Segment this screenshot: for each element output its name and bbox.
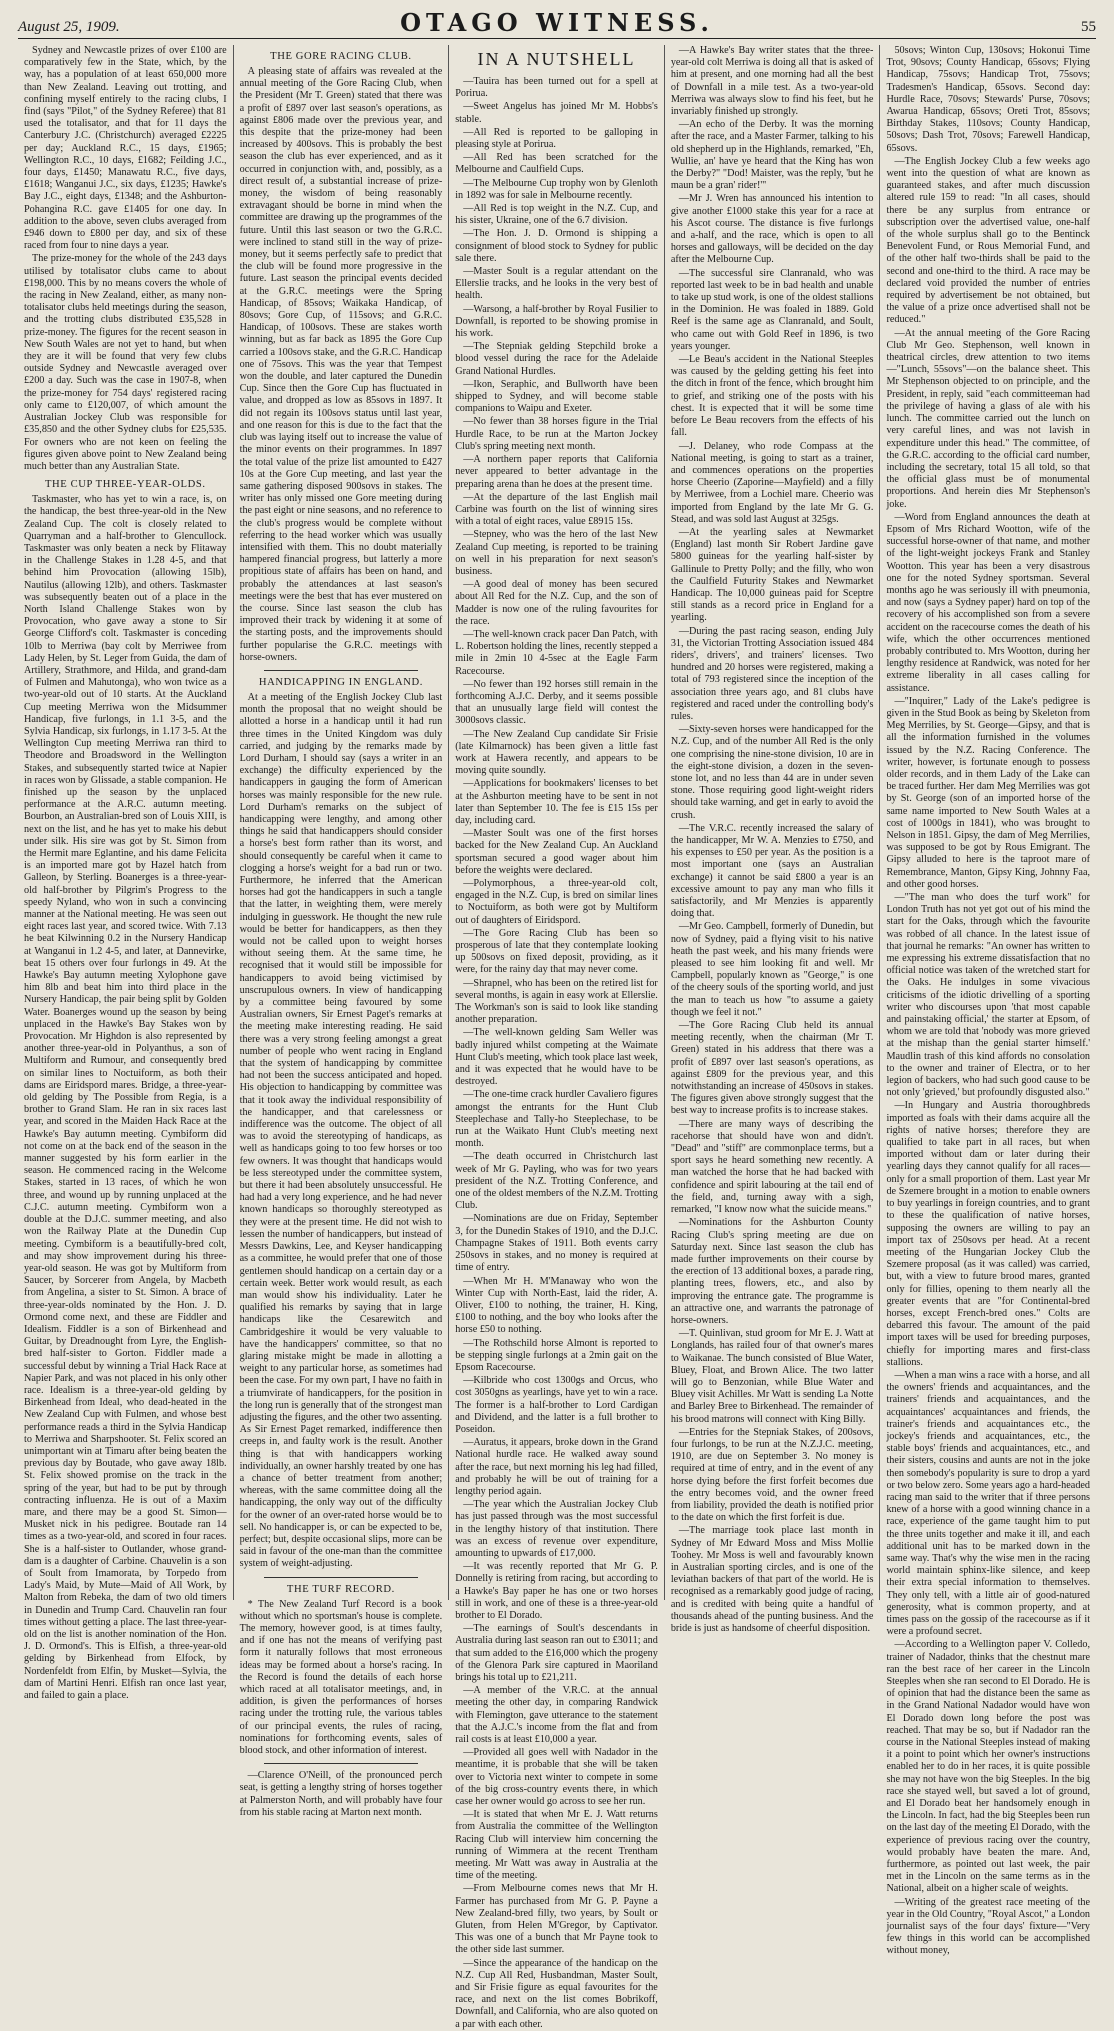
paragraph: —Warsong, a half-brother by Royal Fusilier to Downfall, is reported to be showing promise in his work. bbox=[455, 303, 658, 340]
paragraph: —Master Soult was one of the first horses backed for the New Zealand Cup. An Auckland sportsman secured a good wager about him before the weights were declared. bbox=[455, 828, 658, 876]
paragraph: —At the departure of the last English mail Carbine was fourth on the list of winning sires with a total of eight races, value £8915 15s. bbox=[455, 491, 658, 528]
paragraph: —There are many ways of describing the racehorse that should have won and didn't. "Dead" and "stiff" are commonplace terms, but a sport says he heard something new recently. A man watched the horse that he had backed with confidence and spirit labouring at the tail end of the field, and, turning away with a sigh, remarked, "I know now what the suicide means." bbox=[670, 1118, 874, 1216]
section-heading-cup-three-year-olds: THE CUP THREE-YEAR-OLDS. bbox=[44, 479, 206, 491]
paragraph-clarence-oneill bbox=[240, 1770, 443, 1819]
paragraph: Taskmaster, who has yet to win a race, is, on the handicap, the best three-year-old in the New Zealand Cup. The colt is closely related to Quarryman and a half-brother to Glencullock. Taskmaster was only beaten a neck by Flitaway in the Challenge Stakes in 1.28 4-5, and that behind him Provocation (allowing 15lb), Nautilus (allowing 12lb), and others. Taskmaster was subsequently beaten out of a place in the North Island Challenge Stakes won by Provocation, who gave away a stone to Sir George Clifford's colt. Taskmaster is conceding 10lb to Merriwa (bay colt by Merriwee from Lady Helen, by St. Leger from Guida, the dam of Artillery, Strathmore, and Hilda, and grand-dam of Fulmen and Mahutonga), who won twice as a two-year-old out of 10 starts. At the Auckland Cup meeting Merriwa won the Midsummer Handicap, five furlongs, in 1.1 3-5, and the Sylvia Handicap, six furlongs, in 1.17 3-5. At the Wellington Cup meeting Merriwa ran third to Theodore and Broadsword in the Wellington Stakes, and subsequently started twice at Napier in races won by Glissade, a stable companion. He finished up the season by the unplaced performance at the A.R.C. autumn meeting. Bourbon, an Australian-bred son of Louis XIII, is next on the list, and he has yet to make his debut under silk. His sire was got by St. Simon from the Hermit mare Eglantine, and his dame Felicita is an imported mare got by Hazel hatch from Galleon, by Sterling. Boanerges is a three-year-old half-brother by Pilgrim's Progress to the speedy Nyland, who won in such a convincing manner at the National meeting. He was seen out eight races last year, and scored twice. With 7.13 he beat Kilwinning 0.2 in the Nursery Handicap at Wanganui in 1.2 4-5, and later, at Dannevirke, beat 15 others over four furlongs in 49. At the Hawke's Bay autumn meeting Xylophone gave him 8lb and beat him into third place in the Nursery Handicap, the pair being split by Golden Water. Boanerges wound up the season by being unplaced in the Hawke's Bay Stakes won by Provocation. Mr Highdon is also represented by another three-year-old in Polyanthus, a son of Multiform and Rumour, and consequently bred on similar lines to Noctuiform, as both their dams are Eiridspord mares. Bridge, a three-year-old gelding by The Possible from Regia, is a brother to Grand Slam. He ran in six races last year, and scored in the Maiden Hack Race at the Hawke's Bay autumn meeting. Cymbiform did not come on at the back end of the season in the manner suggested by his form earlier in the season. He commenced racing in the Welcome Stakes, started in 13 races, of which he won three, and wound up by running unplaced at the C.J.C. autumn meeting. Cymbiform won a double at the D.J.C. summer meeting, and also won the Railway Plate at the Dunedin Cup meeting. Cymbiform is a beautifully-bred colt, and may show improvement during his three-year-old season. He was got by Multiform from Saucer, by Sorcerer from Angela, by Macbeth from Angelina, a sister to St. Simon. A brace of three-year-olds nominated by the Hon. J. D. Ormond come next, and these are Fiddler and Idealism. Fiddler is a son of Birkenhead and Guitar, by Dreadnought from Lyre, the English-bred half-sister to Gorton. Fiddler made a successful debut by winning a Trial Hack Race at Napier Park, and was not placed in his only other race. Idealism is a three-year-old gelding by Birkenhead from Ideal, who dead-heated in the New Zealand Cup with Fulmen, and whose best performance reads a third in the Sylvia Handicap to Merriwa and Sharpshooter. St. Felix scored an unimportant win at Timaru after being beaten the previous day by Boutade, who gave away 18lb. St. Felix showed promise on the track in the spring of the year, but had to be put by through contracting influenza. He is out of a Maxim mare, and there may be a good St. Simon—Musket nick in his pedigree. Boutade ran 14 times as a two-year-old, and scored in four races. She is a half-sister to Outlander, whose grand-dam is a daughter of Carbine. Chauvelin is a son of Soult from Imamorata, by Torpedo from Lady's Maid, by Mute—Maid of All Work, by Malton from Rebeka, the dam of two old timers in Dunedin and Trump Card. Chauvelin ran four times without getting a place. The last three-year-old on the list is another nomination of the Hon. J. D. Ormond's. This is Elfish, a three-year-old gelding by Birkenhead from Elfock, by Nordenfeldt from Elfin, by Musket—Sylvia, the dam of Martini Henri. Elfish ran once last year, and failed to gain a place. bbox=[24, 494, 227, 1702]
paragraph: —Mr Geo. Campbell, formerly of Dunedin, but now of Sydney, paid a flying visit to his native heath the past week, and his many friends were pleased to see him looking fit and well. Mr Campbell, popularly known as "George," is one of the cheery souls of the sporting world, and just the man to teach us how "to assume a gaiety though we feel it not." bbox=[670, 921, 874, 1018]
paragraph: —No fewer than 38 horses figure in the Trial Hurdle Race, to be run at the Marton Jockey Club's spring meeting next month. bbox=[455, 416, 658, 452]
paragraph: —A good deal of money has been secured about All Red for the N.Z. Cup, and the son of Madder is now one of the ruling favourites for the race. bbox=[455, 579, 658, 627]
paragraph: —Stepney, who was the hero of the last New Zealand Cup meeting, is reported to be training on well in his preparation for next season's business. bbox=[455, 529, 658, 577]
paragraph: —When Mr H. M'Manaway who won the Winter Cup with North-East, laid the rider, A. Oliver, £100 to nothing, the trainer, H. King, £100 to nothing, and the boy who looks after the horse £50 to nothing. bbox=[455, 1275, 658, 1336]
paragraph: —Mr J. Wren has announced his intention to give another £1000 stake this year for a race at his Ascot course. The distance is five furlongs and a-half, and the race, which is open to all horses and galloways, will be decided on the day after the Melbourne Cup. bbox=[670, 193, 874, 266]
paragraph: 50sovs; Winton Cup, 130sovs; Hokonui Time Trot, 90sovs; County Handicap, 65sovs; Flying Handicap, 75sovs; Handicap Trot, 75sovs; Tradesmen's Handicap, 65sovs. Second day: Hurdle Race, 70sovs; Stewards' Purse, 70sovs; Awarua Handicap, 65sovs; Oreti Trot, 85sovs; Birthday Stakes, 110sovs; County Handicap, 50sovs; Dash Trot, 70sovs; Farewell Handicap, 65sovs. bbox=[886, 45, 1091, 154]
paragraph: —At the yearling sales at Newmarket (England) last month Sir Robert Jardine gave 5800 guineas for the yearling half-sister by Gallinule to Pretty Polly; and the filly, who won the Caulfield Futurity Stakes and Newmarket Handicap. The 10,000 guineas paid for Sceptre still stands as a record price in England for a yearling. bbox=[670, 526, 874, 624]
column-3 bbox=[449, 45, 665, 2030]
paragraph: —The successful sire Clanranald, who was reported last week to be in bad health and unable to take up stud work, is one of the oldest stallions in the Dominion. He was foaled in 1889. Gold Reef is the same age as Clanranald, and Soult, who came out with Gold Reef in 1896, is two years younger. bbox=[670, 267, 874, 352]
paragraph: —A member of the V.R.C. at the annual meeting the other day, in comparing Randwick with Flemington, gave utterance to the statement that the A.J.C.'s income from the flat and from rail costs is at least £10,000 a year. bbox=[455, 1685, 658, 1746]
paragraph: —The year which the Australian Jockey Club has just passed through was the most successful in the lengthy history of that institution. There was an excess of revenue over expenditure, amounting to upwards of £17,000. bbox=[455, 1499, 658, 1559]
paragraph: —Clarence O'Neill, of the pronounced perch seat, is getting a lengthy string of horses together at Palmerston North, and will probably have four from his stable racing at Marton next month. bbox=[239, 1770, 443, 1818]
paragraph: * The New Zealand Turf Record is a book without which no sportsman's house is complete. The memory, however good, is at times faulty, and if one has not the means of verifying past form it naturally follows that most erroneous ideas may be formed about a horse's racing. In the Record is found the details of each horse which raced at all totalisator meetings, and, in addition, is given the performances of horses racing under the trotting rule, the various tables of our principal events, the rules of racing, nominations for forthcoming events, sales of blood stock, and other information of interest. bbox=[239, 1598, 443, 1757]
paragraph: —The death occurred in Christchurch last week of Mr G. Payling, who was for two years president of the N.Z. Trotting Conference, and one of the oldest members of the N.Z.M. Trotting Club. bbox=[455, 1151, 658, 1212]
paragraph: —Le Beau's accident in the National Steeples was caused by the gelding getting his feet into the ditch in front of the fence, which brought him to grief, and striking one of the posts with his chest. It is expected that it will be some time before Le Beau recovers from the effects of his fall. bbox=[670, 354, 874, 439]
paragraph: —Sixty-seven horses were handicapped for the N.Z. Cup, and of the number All Red is the only one comprising the nine-stone division, 10 are in the eight-stone division, a dozen in the seven-stone lot, and no less than 44 are in under seven stone. Those requiring good light-weight riders should take warning, and get in early to avoid the crush. bbox=[670, 724, 874, 821]
section-divider bbox=[264, 670, 419, 671]
paragraph: —Writing of the greatest race meeting of the year in the Old Country, "Royal Ascot," a London journalist says of the four days' fixture—"Very few things in this world can be accomplished without money, bbox=[886, 1896, 1091, 1957]
paragraph: —It was recently reported that Mr G. P. Donnelly is retiring from racing, but according to a Hawke's Bay paper he has one or two horses still in work, and one of these is a three-year-old brother to El Dorado. bbox=[455, 1561, 658, 1621]
paragraph: —Auratus, it appears, broke down in the Grand National hurdle race. He walked away sound after the race, but next morning his leg had filled, and probably he will be out of training for a lengthy period again. bbox=[455, 1437, 658, 1497]
nutshell-items bbox=[455, 76, 658, 2031]
column-4 bbox=[665, 45, 881, 1634]
paragraph: —Shrapnel, who has been on the retired list for several months, is again in easy work at Ellerslie. The Workman's son is said to look like standing another preparation. bbox=[455, 977, 658, 1026]
paragraph: —The Gore Racing Club held its annual meeting recently, when the chairman (Mr T. Green) stated in his address that there was a profit of £897 over last season's operations, as against £809 for the previous year, and this notwithstanding an increase of 450sovs in stakes. The figures given above strongly suggest that the best way to increase profits is to increase stakes. bbox=[670, 1020, 874, 1117]
paragraph: —Applications for bookmakers' licenses to bet at the Ashburton meeting have to be sent in not later than September 10. The fee is £15 15s per day, including card. bbox=[455, 778, 658, 826]
paragraph: —During the past racing season, ending July 31, the Victorian Trotting Association issued 484 riders', drivers', and trainers' licenses. Two hundred and 20 horses were registered, making a total of 793 registered since the inception of the association three years ago, and 81 clubs have registered and raced under the controlling body's rules. bbox=[670, 625, 874, 722]
paragraph: —The V.R.C. recently increased the salary of the handicapper, Mr W. A. Menzies to £750, and his expenses to £50 per year. As the position is a most important one (says an Australian exchange) it cannot be said £800 a year is an excessive amount to pay any man who fills it satisfactorily, and Mr Menzies is apparently doing that. bbox=[670, 822, 874, 920]
paragraph: —No fewer than 192 horses still remain in the forthcoming A.J.C. Derby, and it seems possible that an unusually large field will contest the 3000sovs classic. bbox=[455, 678, 658, 727]
paragraph: —The Gore Racing Club has been so prosperous of late that they contemplate looking up 500sovs on fixed deposit, providing, as it were, for the rainy day that may never come. bbox=[455, 927, 658, 976]
section-heading-in-a-nutshell: IN A NUTSHELL bbox=[477, 49, 636, 69]
paragraph: —Master Soult is a regular attendant on the Ellerslie tracks, and he looks in the very best of health. bbox=[455, 266, 658, 302]
paragraph: —A northern paper reports that California never appeared to better advantage in the preparing arena than he does at the present time. bbox=[455, 454, 658, 490]
paragraph: —The well-known crack pacer Dan Patch, with L. Robertson holding the lines, recently stepped a mile in 2min 10 4-5sec at the Eagle Farm Racecourse. bbox=[455, 628, 658, 677]
paragraph: —Entries for the Stepniak Stakes, of 200sovs, four furlongs, to be run at the N.Z.J.C. meeting, 1910, are due on September 3. No money is required at time of entry, and in the event of any horse dying before the first forfeit becomes due the entry becomes void, and the owner freed from liability, provided the death is notified prior to the date on which the first forfeit is due. bbox=[670, 1426, 874, 1524]
paragraph: —Since the appearance of the handicap on the N.Z. Cup All Red, Husbandman, Master Soult, and Sir Frisie figure as equal favourites for the race, and next on the list comes Bobrikoff, Downfall, and California, who are also quoted on a par with each other. bbox=[455, 1957, 658, 2030]
paragraph: —"The man who does the turf work" for London Truth has not yet got out of his mind the start for the Oaks, through which the favourite was robbed of all chance. In the latest issue of that journal he remarks: "An owner has written to me expressing his extreme dissatisfaction that no official notice was taken of the wretched start for the Oaks. He indulges in some vivacious criticisms of the idiotic drivelling of a sporting writer who discourses upon 'that most capable and painstaking official,' the starter at Epsom, of whom we are told that 'nobody was more grieved at the mishap than the genial starter himself.' Maudlin trash of this kind affords no consolation to the owner and trainer of Electra, or to her legion of backers, who had such good cause to be not only 'grieved,' but profoundly disgusted also." bbox=[886, 892, 1091, 1099]
paragraph: —An echo of the Derby. It was the morning after the race, and a Master Farmer, talking to his old shepherd up in the Highlands, remarked, "Eh, Wullie, an' have ye heard that the King has won the Derby?" "Dod! Maister, was the reply, 'but he maun be a gran' rider!'" bbox=[670, 119, 874, 192]
paragraph: —The one-time crack hurdler Cavaliero figures amongst the entrants for the Hunt Club Steeplechase and Tally-ho Steeplechase, to be run at the Waikato Hunt Club's meeting next month. bbox=[455, 1089, 658, 1150]
section-heading-turf-record: THE TURF RECORD. bbox=[286, 1583, 395, 1595]
paragraph: —When a man wins a race with a horse, and all the owners' friends and acquaintances, and the trainers' friends and acquaintances, and the acquaintances' acquaintances and friends, the trainer's friends and acquaintances etc., the jockey's friends and acquaintances, etc., the stable boys' friends and acquaintances, etc., and their sisters, cousins and aunts are not in the joke then somebody's popularity is sure to drop a yard or two below zero. Some years ago a hard-headed racing man said to the writer that if three persons knew of a horse with a good winning chance in a race, experience of the game taught him to put the three units together and make it ill, and each additional unit has to be marked down in the same way. That's why the wise men in the racing world maintain sphinx-like silence, and keep their extra special information to themselves. They only tell, with a little air of good-natured generosity, what is common property, and at times pass on the gossip of the racecourse as if it were a profound secret. bbox=[886, 1369, 1091, 1638]
nutshell-items-continued bbox=[671, 45, 874, 1635]
paragraph: —Provided all goes well with Nadador in the meantime, it is probable that she will be taken over to Victoria next winter to compete in some of the big cross-country events there, in which case her owner would go across to see her run. bbox=[455, 1747, 658, 1808]
paragraph: —T. Quinlivan, stud groom for Mr E. J. Watt at Longlands, has railed four of that owner's mares to Waikanae. The bunch consisted of Blue Water, Bluey, Float, and Brown Alice. The two latter will go to Benzonian, while Blue Water and Bluey visit Achilles. Mr Watt is sending La Notte and Barley Bree to Birkenhead. The remainder of his brood matrons will connect with King Billy. bbox=[670, 1328, 874, 1425]
paragraph: The prize-money for the whole of the 243 days utilised by totalisator clubs came to about £198,000. This by no means covers the whole of the racing in New Zealand, either, as many non-totalisator clubs held meetings during the season, and the trotting clubs distributed £35,528 in prize-money. The figures for the recent season in New South Wales are not yet to hand, but when they are it will be found that very few clubs outside Sydney and Newcastle averaged over £200 a day. Such was the case in 1907-8, when the prize-money for 754 days' registered racing only came to £120,007, of which amount the Australian Jockey Club was responsible for £35,850 and the other Sydney clubs for £25,535. For owners who are not keen on feeling the figures given above point to New Zealand being much better than any Australian State. bbox=[24, 253, 227, 472]
paragraph: —The Stepniak gelding Stepchild broke a blood vessel during the race for the Adelaide Grand National Hurdles. bbox=[455, 341, 658, 377]
paragraph: —The English Jockey Club a few weeks ago went into the question of what are known as guaranteed stakes, and after much discussion altered rule 159 to read: "In all cases, should there be any surplus from entrance or subscription over the advertised value, one-half of the whole surplus shall go to the Bentinck Benevolent Fund, or Rous Memorial Fund, and of the other half two-thirds shall be paid to the second and one-third to the third. A race may be declared void provided the number of entries required by advertisement be not obtained, but the value of a prize once advertised shall not be reduced." bbox=[886, 155, 1091, 326]
issue-date: August 25, 1909. bbox=[18, 19, 120, 35]
paragraph: —At the annual meeting of the Gore Racing Club Mr Geo. Stephenson, well known in theatrical circles, drew attention to two items—"Lunch, 55sovs"—on the balance sheet. This Mr Stephenson objected to on principle, and the President, in reply, said "each committeeman had the privilege of having a glass of ale with his lunch. The committee carried out the lunch on very careful lines, and was not lavish in expenditure under this head." The committee, of the G.R.C. according to the official card number, including the secretary, total 15 all told, so that the official glass must be of monumental proportions. And herein dies Mr Stephenson's joke. bbox=[886, 327, 1091, 510]
paragraph: —From Melbourne comes news that Mr H. Farmer has purchased from Mr G. P. Payne a New Zealand-bred filly, two years, by Soult or Gluten, from Helen M'Gregor, by Captivator. This was one of a bunch that Mr Payne took to the other side last summer. bbox=[455, 1883, 658, 1956]
paragraph: —According to a Wellington paper V. Colledo, trainer of Nadador, thinks that the chestnut mare ran the best race of her career in the Lincoln Steeples when she ran second to El Dorado. He is of opinion that had the distance been the same as in the Grand National Nadador would have won El Dorado down long before the post was reached. That may be so, but if Nadador ran the course in the National Steeples instead of making it a point to point which her owner's instructions enabled her to do in her races, it is quite possible she may not have won the big Steeples. In the big race she stayed well, but saved a lot of ground, and El Dorado beat her handsomely enough in the Lincoln. In fact, had the big Steeples been run on the last day of the meeting El Dorado, with the experience of previous racing over the country, would probably have beaten the mare. And, furthermore, as pointed out last week, the pair met in the Lincoln on the same terms as in the National, albeit on a higher scale of weights. bbox=[886, 1639, 1091, 1895]
paragraph: —Polymorphous, a three-year-old colt, engaged in the N.Z. Cup, is bred on similar lines to Noctuiform, as both were got by Multiform out of daughters of Eiridspord. bbox=[455, 878, 658, 926]
paragraph: —Tauira has been turned out for a spell at Porirua. bbox=[455, 76, 658, 100]
turf-record-body bbox=[240, 1599, 443, 1758]
section-heading-handicapping-in-england: HANDICAPPING IN ENGLAND. bbox=[258, 676, 423, 688]
page-number: 55 bbox=[1081, 19, 1096, 35]
paragraph: —It is stated that when Mr E. J. Watt returns from Australia the committee of the Wellington Racing Club will interview him concerning the running of Wimmera at the recent Trentham meeting. Mr Watt was away in Australia at the time of the meeting. bbox=[455, 1809, 658, 1882]
masthead bbox=[18, 8, 1096, 39]
gore-racing-club-body bbox=[240, 66, 443, 664]
column-5 bbox=[880, 45, 1096, 1957]
column-1 bbox=[18, 45, 234, 1702]
paragraph: —The earnings of Soult's descendants in Australia during last season ran out to £3011; and that sum added to the £16,000 which the progeny of the Glenora Park sire captured in Maoriland brings his total up to £21,211. bbox=[455, 1623, 658, 1683]
paragraph: —Word from England announces the death at Epsom of Mrs Richard Wootton, wife of the successful horse-owner of that name, and mother of the light-weight jockeys Frank and Stanley Wootton. This year has been a very disastrous one for the noted Sydney sportsman. Several months ago he was seriously ill with pneumonia, and now (says a Sydney paper) hard on top of the recovery of his accomplished son from a severe accident on the racecourse comes the death of his wife, which the other occurrences mentioned probably contributed to. Mrs Wootton, during her lengthy residence at Randwick, was noted for her extreme liberality in all cases calling for assistance. bbox=[886, 511, 1091, 694]
paragraph: —"Inquirer," Lady of the Lake's pedigree is given in the Stud Book as being by Skeleton from Meg Merrilies, by St. George—Gipsy, and that is all the information furnished in the volumes issued by the N.Z. Racing Conference. The writer, however, is fortunate enough to possess older records, and in them Lady of the Lake can be traced further. Her dam Meg Merrilies was got by St. George (son of an imported horse of the same name imported to New South Wales at a cost of 1000gs in 1841), who was brought to Nelson in 1851. Gipsy, the dam of Meg Merrilies, was supposed to be got by Rous Emigrant. The Gipsy alluded to here is the taproot mare of Remembrance, Manton, Gipsy King, Johnny Faa, and other good horses. bbox=[886, 695, 1091, 890]
paragraph: —Nominations for the Ashburton County Racing Club's spring meeting are due on Saturday next. Since last season the club has made further improvements on their course by the erection of 13 additional boxes, a parade ring, planting trees, flowers, etc., and also by improving the entrance gate. The programme is an attractive one, and warrants the patronage of horse-owners. bbox=[670, 1217, 874, 1326]
paragraph: —The Melbourne Cup trophy won by Glenloth in 1892 was for sale in Melbourne recently. bbox=[455, 177, 658, 201]
paragraph: —The well-known gelding Sam Weller was badly injured whilst competing at the Waimate Hunt Club's meeting, which took place last week, and it was expected that he would have to be destroyed. bbox=[455, 1027, 658, 1088]
paragraph: —The Hon. J. D. Ormond is shipping a consignment of blood stock to Sydney for public sale there. bbox=[455, 228, 658, 264]
paragraph: —Sweet Angelus has joined Mr M. Hobbs's stable. bbox=[455, 101, 658, 125]
paragraph: —All Red is reported to be galloping in pleasing style at Porirua. bbox=[455, 126, 658, 151]
section-divider bbox=[264, 1763, 419, 1764]
paragraph: At a meeting of the English Jockey Club last month the proposal that no weight should be allotted a horse in a handicap until it had run three times in the United Kingdom was duly carried, and judging by the remarks made by Lord Durham, I should say (says a writer in an exchange) the difficulty experienced by the handicappers in gauging the form of American horses was mainly responsible for the new rule. Lord Durham's remarks on the subject of handicapping were lengthy, and among other things he said that handicappers should consider a horse's best form rather than its worst, and should consequently be careful when it came to clogging a horse's weight for a bad run or two. Furthermore, he inferred that the American horses had got the handicappers in such a tangle that the latter, in weighting them, were merely indulging in guesswork. He thought the new rule would be better for handicappers, as then they would not be called upon to weight horses without seeing them. At the same time, he recognised that it would still be impossible for handicappers to avoid being victimised by unscrupulous owners. In view of handicapping by a committee being favoured by some Australian owners, Sir Ernest Paget's remarks at the meeting make interesting reading. He said there was a very strong feeling amongst a great number of people who went racing in England that the system of handicapping by committee had not been the success anticipated and hoped. His objection to handicapping by committee was that it took away the individual responsibility of the handicapper, and that carelessness or indifference was the outcome. The object of all was to avoid the stereotyping of handicaps, as well as handicaps going to too few horses or too few owners. It was thought that handicaps would be less stereotyped under the committee system, but there it had been absolutely unsuccessful. He had had a very long experience, and he had never known handicaps so thoroughly stereotyped as they were at the present time. He did not wish to lessen the number of handicappers, but instead of Messrs Dawkins, Lee, and Keyser handicapping as a committee, he would prefer that one of those gentlemen should handicap on a certain day or a certain week. Better work would result, as each man would show his individuality. Later he qualified his remarks by saying that in large handicaps like the Cesarewitch and Cambridgeshire it would be very valuable to have the handicappers' committee, so that no glaring mistake might be made in allotting a weight to any particular horse, as sometimes had been the case. For my own part, I have no faith in a triumvirate of handicappers, for the position in the long run is generally that of the strongest man adjusting the figures, and the other two assenting. As Sir Ernest Paget remarked, indifference then creeps in, and faulty work is the result. Another thing is that with handicappers working individually, an owner harshly treated by one has a chance of better treatment from another; whereas, with the same committee doing all the handicapping, the only way out of the difficulty for the owner of an over-rated horse would be to sell. No handicapper is, or can be expected to be, perfect; but, despite occasional slips, more can be said in favour of the one-man than the committee system of weight-adjusting. bbox=[239, 691, 443, 1570]
paragraph: —Nominations are due on Friday, September 3, for the Dunedin Stakes of 1910, and the D.J.C. Champagne Stakes of 1911. Both events carry 250sovs in stakes, and no money is required at time of entry. bbox=[455, 1213, 658, 1274]
paragraph: —J. Delaney, who rode Compass at the National meeting, is going to start as a trainer, and commences operations on the properties horse Cheerio (Zaporine—Mayfield) and a filly by Merriwee, from a Lochiel mare. Cheerio was imported from England by the late Mr G. G. Stead, and was sold last August at 325gs. bbox=[670, 440, 874, 525]
paragraph: —All Red is top weight in the N.Z. Cup, and his sister, Ukraine, one of the 6.7 division. bbox=[455, 203, 658, 227]
section-divider bbox=[264, 1577, 419, 1578]
cup-three-year-olds-body bbox=[24, 494, 227, 1702]
columns bbox=[18, 45, 1096, 2030]
column-2 bbox=[234, 45, 450, 1818]
paragraph: —The marriage took place last month in Sydney of Mr Edward Moss and Miss Mollie Toohey. Mr Moss is well and favourably known in Australian sporting circles, and is one of the leviathan backers of that part of the world. He is recognised as a remarkably good judge of racing, and is credited with being quite a handful of thousands ahead of the punting business. And the bride is just as handsome of cheerful disposition. bbox=[670, 1525, 874, 1634]
paragraph: A pleasing state of affairs was revealed at the annual meeting of the Gore Racing Club, when the President (Mr T. Green) stated that there was a profit of £897 over last season's operations, as against £806 made over the previous year, and this despite that the prize-money had been increased by 400sovs. This is probably the best season the club has ever experienced, and as it occurred in conjunction with, and, possibly, as a direct result of, a substantial increase of prize-money, the wisdom of being reasonably extravagant should be borne in mind when the committee are drawing up the programmes of the future. Until this last season or two the G.R.C. were inclined to stand still in the way of prize-money, but it seems perfectly safe to predict that the club will be found more progressive in the future. Last season the principal events decided at the G.R.C. meetings were the Spring Handicap, of 85sovs; Waikaka Handicap, of 80sovs; Gore Cup, of 115sovs; and G.R.C. Handicap, of 100sovs. These are stakes worth winning, but as far back as 1895 the Gore Cup carried a 100sovs stake, and the G.R.C. Handicap one of 75sovs. This was the year that Tempest won the double, and later captured the Dunedin Cup. Since then the Gore Cup has fluctuated in value, and dropped as low as 85sovs in 1897. It did not regain its 100sovs status until last year, and one reason for this is due to the fact that the club was laying itself out to increase the value of the minor events on their programmes. In 1897 the total value of the prize list amounted to £427 10s at the Gore Cup meeting, and last year the same gathering disposed 900sovs in stakes. The writer has only missed one Gore meeting during the past eight or nine seasons, and no reference to the club's progress would be complete without referring to the head worker which was usually intensified with them. This no doubt materially hampered financial progress, but latterly a more propitious state of affairs has been on hand, and probably the attendances at last season's meetings were the best that has ever mustered on the course. Since last season the club has improved their track by widening it at some of the starting posts, and the improvements should further popularise the G.R.C. meetings with horse-owners. bbox=[239, 66, 443, 663]
paragraph: —Ikon, Seraphic, and Bullworth have been shipped to Sydney, and will become stable companions to Waipu and Exeter. bbox=[455, 378, 658, 415]
paragraph: —All Red has been scratched for the Melbourne and Caulfield Cups. bbox=[455, 152, 658, 176]
paragraph: —Kilbride who cost 1300gs and Orcus, who cost 3050gns as yearlings, have yet to win a race. The former is a half-brother to Lord Cardigan and Dividend, and the latter is a full brother to Poseidon. bbox=[455, 1375, 658, 1435]
paragraph: —The New Zealand Cup candidate Sir Frisie (late Kilmarnock) has been given a little fast work at Hawera recently, and appears to be moving quite soundly. bbox=[455, 728, 658, 777]
handicapping-body bbox=[240, 692, 443, 1571]
paragraph: —A Hawke's Bay writer states that the three-year-old colt Merriwa is doing all that is asked of him at present, and one morning had all the best of Downfall in a mile test. As a two-year-old Merriwa was always slow to find his feet, but he invariably finished up strongly. bbox=[670, 45, 874, 118]
paragraph: Sydney and Newcastle prizes of over £100 are comparatively few in the State, which, by the way, has a population of at least 650,000 more than New Zealand. Leaving out trotting, and confining myself entirely to the racing clubs, I find (says "Pilot," of the Sydney Referee) that 81 used the totalisator, and that for 11 days the Canterbury J.C. (Christchurch) averaged £2225 per day; Auckland R.C., 15 days, £1965; Wellington R.C., 10 days, £1682; Feilding J.C., four days, £1450; Manawatu R.C., five days, £1618; Wanganui J.C., six days, £1235; Hawke's Bay J.C., eight days, £1348; and the Ashburton-Pohangina R.C. gave £1405 for one day. In addition to the above, seven clubs averaged from £946 down to £800 per day, and six of these raced from four to nine days a year. bbox=[24, 45, 227, 252]
nutshell-items-continued-2 bbox=[886, 45, 1090, 1958]
intro-paragraphs bbox=[24, 45, 227, 473]
paragraph: —The Rothschild horse Almont is reported to be stepping single furlongs at a 2min gait on the Epsom Racecourse. bbox=[455, 1337, 658, 1373]
section-heading-gore-racing-club: THE GORE RACING CLUB. bbox=[270, 51, 412, 62]
newspaper-title: OTAGO WITNESS. bbox=[400, 8, 714, 37]
paragraph: —In Hungary and Austria thoroughbreds imported as foals with their dams acquire all the rights of native horses; therefore they are qualified to take part in all races, but when imported without dam or later during their yearling days they cannot qualify for all races—only for a small proportion of them. Last year Mr de Szemere brought in a motion to enable owners to buy yearlings in foreign countries, and to grant to these the qualification of native horses, supposing the owners are willing to pay an import tax of 250sovs per head. At a recent meeting of the Hungarian Jockey Club the Szemere proposal (as it was called) was carried, but, with a view to future brood mares, granted only for fillies, opening to them nearly all the greater events that are "for Continental-bred horses, except French-bred ones." Colts are debarred this favour. The amount of the paid import taxes will be used for breeding purposes, chiefly for importing mares and first-class stallions. bbox=[886, 1100, 1091, 1368]
